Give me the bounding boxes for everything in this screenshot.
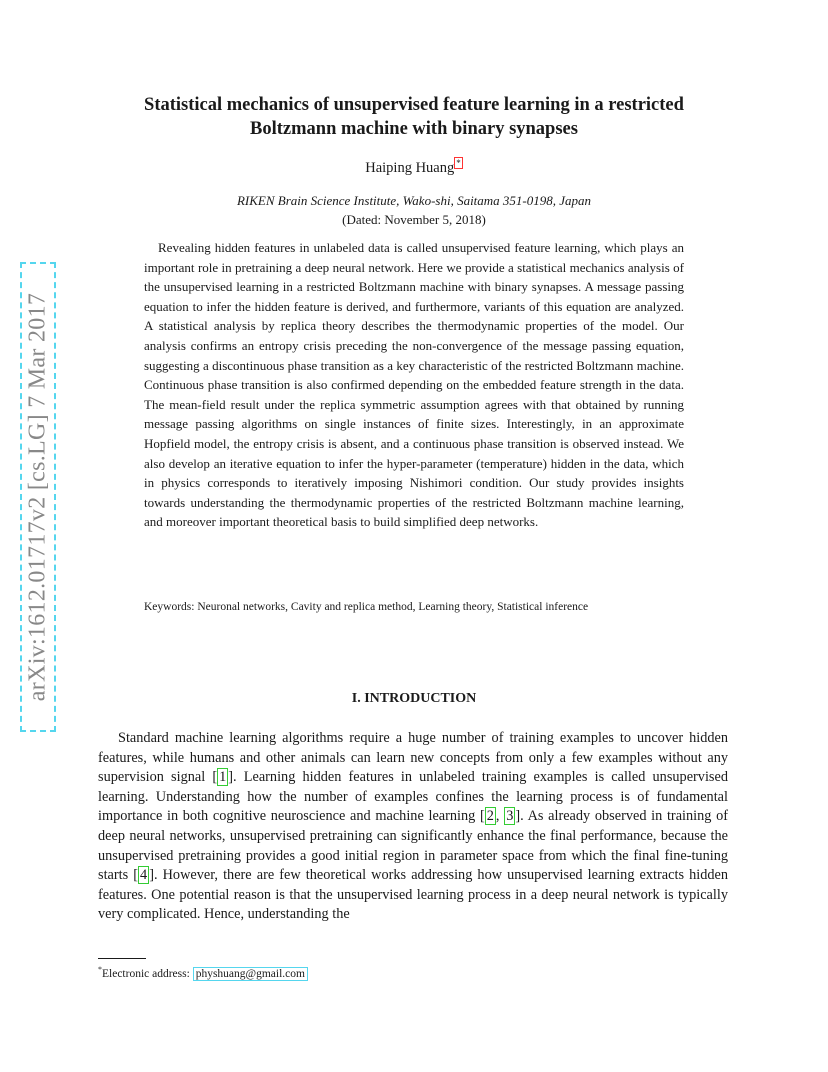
arxiv-stamp[interactable]	[20, 262, 56, 732]
arxiv-identifier: arXiv:1612.01717v2 [cs.LG] 7 Mar 2017	[24, 292, 51, 702]
intro-text-3: . As already observed in training of deep neural networks, unsupervised pretraining can significantly enhance the final performance, because the unsupervised pretraining provides a good initial region in parameter space from which the final fine-tuning starts	[98, 808, 729, 884]
footnote-mark: *	[98, 965, 102, 974]
affiliation: RIKEN Brain Science Institute, Wako-shi, Saitama 351-0198, Japan	[236, 193, 592, 208]
citation-link[interactable]: 4	[140, 867, 148, 884]
abstract: Revealing hidden features in unlabeled data is called unsupervised feature learning, which plays an important role in pretraining a deep neural network. Here we provide a statistical mechanics analysis of the unsupervised learning in a restricted Boltzmann machine with binary synapses. A message passing equation to infer the hidden feature is derived, and furthermore, variants of this equation are analyzed. A statistical analysis by replica theory describes the thermodynamic properties of the model. Our analysis confirms an entropy crisis preceding the non-convergence of the message passing equation, suggesting a discontinuous phase transition as a key characteristic of the restricted Boltzmann machine. Continuous phase transition is also confirmed depending on the embedded feature strength in the data. The mean-field result under the replica symmetric assumption agrees with that obtained by running message passing algorithms on single instances of finite sizes. Interestingly, in an approximate Hopfield model, the entropy crisis is absent, and a continuous phase transition is observed instead. We also develop an iterative equation to infer the hyper-parameter (temperature) hidden in the data, which in physics corresponds to iteratively imposing Nishimori condition. Our study provides insights towards understanding the thermodynamic properties of the restricted Boltzmann machine learning, and moreover important theoretical basis to build simplified deep networks.	[144, 240, 684, 530]
footnote-rule	[98, 958, 146, 959]
author-line	[100, 158, 728, 177]
dated-line: (Dated: November 5, 2018)	[342, 212, 486, 227]
footnote	[98, 962, 728, 982]
intro-text-1: Standard machine learning algorithms require a huge number of training examples to uncover hidden features, while humans and other animals can learn new concepts from only a few examples without any supervision signal	[98, 730, 728, 786]
citation-link[interactable]: 1	[219, 769, 227, 786]
email-link[interactable]: physhuang@gmail.com	[193, 967, 308, 981]
paper-title: Statistical mechanics of unsupervised feature learning in a restricted Boltzmann machine with binary synapses	[144, 95, 684, 139]
intro-text-4: . However, there are few theoretical works addressing how unsupervised learning extracts hidden features. One potential reason is that the unsupervised learning process in a deep neural network is typically very complicated. Hence, understanding the	[98, 867, 728, 923]
keywords: Keywords: Neuronal networks, Cavity and replica method, Learning theory, Statistical inference	[144, 601, 589, 613]
section-heading-introduction: I. INTRODUCTION	[351, 691, 477, 706]
author-name: Haiping Huang	[365, 159, 455, 176]
citation-separator: ,	[495, 808, 505, 825]
citation-link[interactable]: 3	[506, 808, 514, 825]
author-footnote-link[interactable]: *	[456, 158, 461, 168]
citation-link[interactable]: 2	[486, 808, 494, 825]
intro-text-2: . Learning hidden features in unlabeled training examples is called unsupervised learning. Understanding how the number of examples confines the learning process is of fundamental importance in both cognitive neuroscience and machine learning	[98, 769, 728, 825]
footnote-label: Electronic address:	[102, 967, 193, 980]
introduction-paragraph: Standard machine learning algorithms require a huge number of training examples to uncover hidden features, while humans and other animals can learn new concepts from only a few examples without any supervision signal [ 1 ]. Learning hidden features in unlabeled training examples is called unsupervised learning. Understanding how the number of examples confines the learning process is of fundamental importance in both cognitive neuroscience and machine learning [ 2 , 3 ]. As already observed in training of deep neural networks, unsupervised pretraining can significantly enhance the final performance, because the unsupervised pretraining provides a good initial region in parameter space from which the final fine-tuning starts [ 4 ]. However, there are few theoretical works addressing how unsupervised learning extracts hidden features. One potential reason is that the unsupervised learning process in a deep neural network is typically very complicated. Hence, understanding the	[98, 730, 729, 923]
